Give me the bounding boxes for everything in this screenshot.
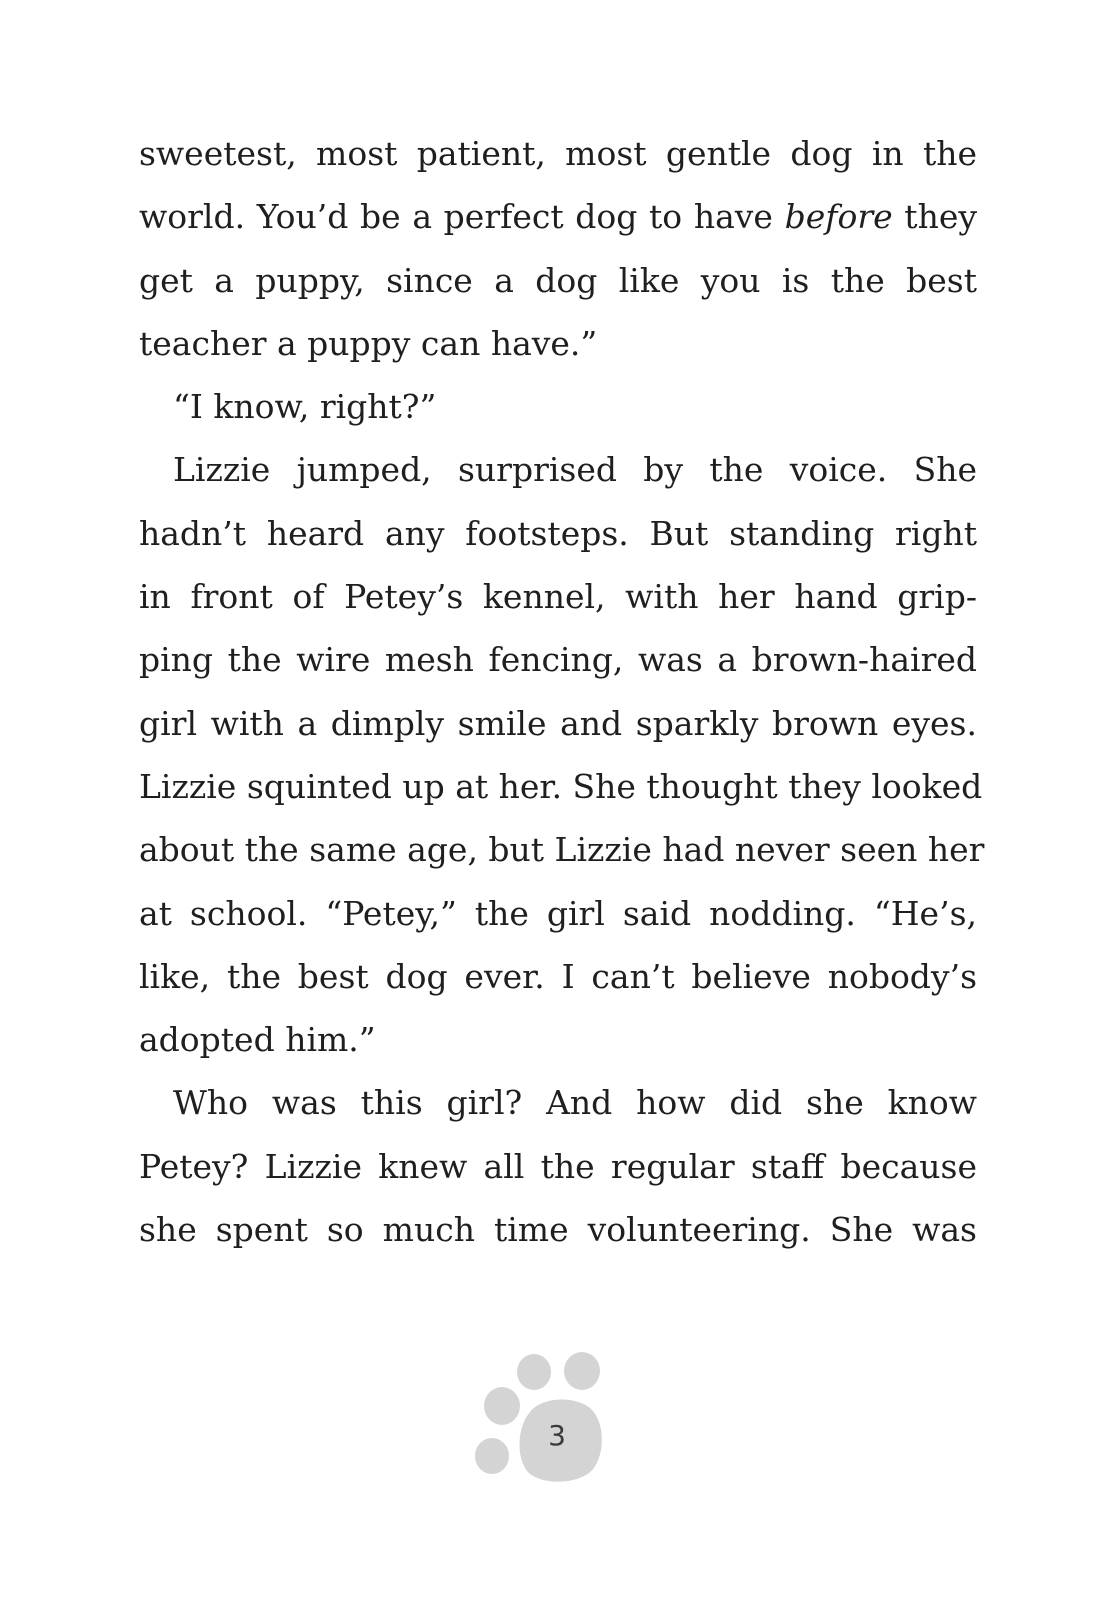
page-number: 3 — [548, 1419, 566, 1452]
paw-toe — [517, 1354, 551, 1390]
text-line: Petey? Lizzie knew all the regular staff because — [139, 1146, 977, 1186]
text-line: sweetest, most patient, most gentle dog in the — [139, 134, 977, 173]
text-line: in front of Petey’s kennel, with her hand grip- — [139, 577, 977, 617]
text-line: like, the best dog ever. I can’t believe nobody’s — [139, 956, 977, 996]
text-segment: world. You’d be a perfect dog to have — [139, 197, 785, 237]
text-line: hadn’t heard any footsteps. But standing right — [139, 513, 977, 553]
text-line: girl with a dimply smile and sparkly brown eyes. — [139, 703, 977, 743]
body-text — [139, 122, 985, 1261]
italic-segment: before — [784, 197, 893, 237]
paw-toe — [475, 1438, 509, 1474]
paw-toe — [484, 1387, 520, 1425]
text-segment: they — [892, 197, 977, 237]
paw-toe — [564, 1352, 600, 1390]
text-line — [139, 185, 977, 248]
text-line: about the same age, but Lizzie had never seen her — [139, 830, 985, 870]
text-line: Lizzie squinted up at her. She thought they looked — [139, 766, 983, 806]
text-line: Who was this girl? And how did she know — [173, 1083, 977, 1123]
text-line: Lizzie jumped, surprised by the voice. She — [173, 450, 977, 490]
text-line: she spent so much time volunteering. She was — [139, 1210, 977, 1250]
text-line: ping the wire mesh fencing, was a brown-haired — [139, 640, 977, 680]
text-line: at school. “Petey,” the girl said nodding. “He’s, — [139, 893, 977, 933]
text-line: teacher a puppy can have.” — [139, 323, 598, 363]
text-line: adopted him.” — [139, 1020, 376, 1060]
text-line: “I know, right?” — [173, 387, 437, 427]
text-line: get a puppy, since a dog like you is the best — [139, 260, 977, 300]
